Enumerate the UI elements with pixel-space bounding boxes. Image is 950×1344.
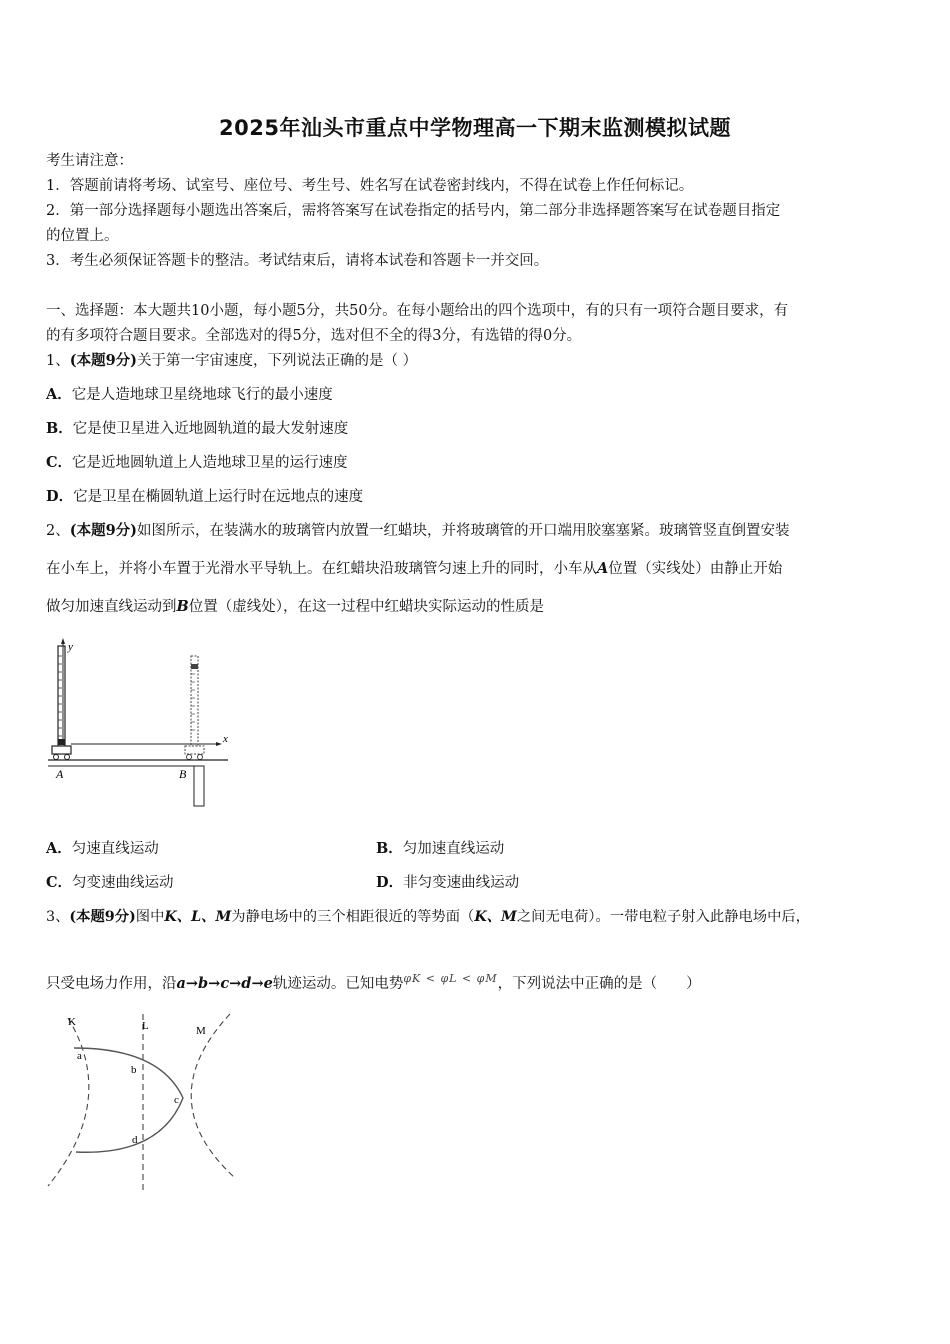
option-label: C． bbox=[46, 454, 73, 471]
tube-b-ticks bbox=[191, 666, 195, 730]
question-tag: (本题9分) bbox=[69, 522, 138, 539]
particle-trajectory bbox=[74, 1048, 183, 1152]
question-3-line bbox=[46, 969, 701, 994]
question-text: 关于第一宇宙速度，下列说法正确的是（ ） bbox=[137, 353, 418, 369]
label-d: d bbox=[132, 1134, 138, 1146]
notice-item: 3．考生必须保证答题卡的整洁。考试结束后，请将本试卷和答题卡一并交回。 bbox=[46, 253, 549, 269]
option-a[interactable] bbox=[46, 385, 333, 405]
cart-tube-svg bbox=[44, 636, 234, 808]
option-text: 匀变速曲线运动 bbox=[72, 875, 174, 891]
cart-b bbox=[185, 746, 204, 754]
option-a[interactable] bbox=[46, 839, 159, 859]
question-1-stem bbox=[46, 351, 417, 371]
cart-tube-figure bbox=[44, 636, 234, 808]
option-text: 匀速直线运动 bbox=[71, 841, 159, 857]
surface-k bbox=[48, 1018, 89, 1186]
question-2-line bbox=[46, 559, 782, 579]
page-title: 2025年汕头市重点中学物理高一下期末监测模拟试题 bbox=[219, 116, 731, 140]
question-text: 位置（虚线处），在这一过程中红蜡块实际运动的性质是 bbox=[188, 599, 545, 615]
label-c: c bbox=[174, 1094, 179, 1106]
label-l: L bbox=[142, 1020, 149, 1032]
surface-symbols: K、L、M bbox=[164, 909, 232, 925]
question-number: 1、 bbox=[46, 353, 70, 369]
wax-block-a bbox=[58, 739, 65, 745]
question-text: 做匀加速直线运动到 bbox=[46, 599, 177, 615]
question-2-line bbox=[46, 597, 544, 617]
option-label: D． bbox=[46, 488, 74, 505]
option-label: A． bbox=[46, 840, 72, 857]
x-axis-label: x bbox=[223, 733, 228, 745]
surface-m bbox=[191, 1014, 235, 1178]
question-text: 为静电场中的三个相距很近的等势面（ bbox=[231, 909, 475, 925]
question-text: 在小车上，并将小车置于光滑水平导轨上。在红蜡块沿玻璃管匀速上升的同时，小车从 bbox=[46, 561, 597, 577]
question-2-stem bbox=[46, 521, 790, 541]
option-text: 非匀变速曲线运动 bbox=[403, 875, 520, 891]
question-text: ，下列说法中正确的是（ ） bbox=[497, 976, 701, 992]
trajectory-path: a→b→c→d→e bbox=[176, 975, 273, 992]
question-text: 位置（实线处）由静止开始 bbox=[608, 561, 783, 577]
option-text: 它是卫星在椭圆轨道上运行时在远地点的速度 bbox=[73, 489, 364, 505]
notice-item: 1．答题前请将考场、试室号、座位号、考生号、姓名写在试卷密封线内，不得在试卷上作任何标记。 bbox=[46, 178, 694, 194]
position-b-symbol: B bbox=[176, 598, 189, 615]
option-b[interactable] bbox=[46, 419, 348, 439]
wax-block-b bbox=[191, 664, 198, 669]
label-b: b bbox=[131, 1064, 137, 1076]
cart-b-wheel bbox=[198, 755, 203, 760]
option-label: C． bbox=[46, 874, 73, 891]
option-d[interactable] bbox=[376, 873, 519, 893]
section-intro: 的有多项符合题目要求。全部选对的得5分，选对但不全的得3分，有选错的得0分。 bbox=[46, 328, 582, 344]
option-text: 它是使卫星进入近地圆轨道的最大发射速度 bbox=[72, 421, 349, 437]
question-3-stem bbox=[46, 907, 810, 927]
question-number: 3、 bbox=[46, 909, 70, 925]
position-b-label: B bbox=[179, 767, 187, 781]
rail-support bbox=[194, 766, 204, 806]
question-tag: (本题9分) bbox=[69, 909, 136, 925]
label-k: K bbox=[68, 1016, 76, 1028]
option-label: B． bbox=[376, 840, 403, 857]
option-text: 它是人造地球卫星绕地球飞行的最小速度 bbox=[71, 387, 333, 403]
cart-a-wheel bbox=[65, 755, 70, 760]
option-label: B． bbox=[46, 420, 73, 437]
section-intro: 一、选择题：本大题共10小题，每小题5分，共50分。在每小题给出的四个选项中，有的只有一项符合题目要求，有 bbox=[46, 303, 789, 319]
notice-heading: 考生请注意： bbox=[46, 153, 133, 169]
surface-symbols: K、M bbox=[474, 909, 517, 925]
equipotential-svg bbox=[40, 1010, 250, 1192]
notice-item: 的位置上。 bbox=[46, 228, 119, 244]
option-c[interactable] bbox=[46, 873, 174, 893]
question-text: 如图所示，在装满水的玻璃管内放置一红蜡块，并将玻璃管的开口端用胶塞塞紧。玻璃管竖直倒置安装 bbox=[137, 523, 790, 539]
label-a: a bbox=[77, 1050, 82, 1062]
glass-tube-b bbox=[191, 656, 198, 746]
x-axis-arrow bbox=[216, 742, 222, 746]
potential-relation: φK < φL < φM bbox=[403, 972, 498, 985]
option-c[interactable] bbox=[46, 453, 348, 473]
option-label: D． bbox=[376, 874, 404, 891]
notice-item: 2．第一部分选择题每小题选出答案后，需将答案写在试卷指定的括号内，第二部分非选择题答案写在试卷题目指定 bbox=[46, 203, 781, 219]
label-m: M bbox=[196, 1025, 206, 1037]
question-text: 只受电场力作用，沿 bbox=[46, 976, 177, 992]
option-text: 它是近地圆轨道上人造地球卫星的运行速度 bbox=[72, 455, 348, 471]
option-b[interactable] bbox=[376, 839, 504, 859]
position-a-symbol: A bbox=[597, 560, 609, 577]
question-number: 2、 bbox=[46, 523, 70, 539]
y-axis-arrow bbox=[61, 638, 65, 644]
y-axis-label: y bbox=[68, 641, 73, 653]
question-text: 图中 bbox=[135, 909, 165, 925]
cart-a-wheel bbox=[54, 755, 59, 760]
question-text: 轨迹运动。已知电势 bbox=[272, 976, 404, 992]
cart-a bbox=[52, 746, 71, 754]
option-d[interactable] bbox=[46, 487, 363, 507]
question-tag: (本题9分) bbox=[69, 352, 138, 369]
question-text: 之间无电荷）。一带电粒子射入此静电场中后， bbox=[516, 909, 810, 925]
position-a-label: A bbox=[56, 767, 64, 781]
equipotential-figure bbox=[40, 1010, 250, 1192]
option-label: A． bbox=[46, 386, 72, 403]
cart-b-wheel bbox=[187, 755, 192, 760]
option-text: 匀加速直线运动 bbox=[402, 841, 505, 857]
